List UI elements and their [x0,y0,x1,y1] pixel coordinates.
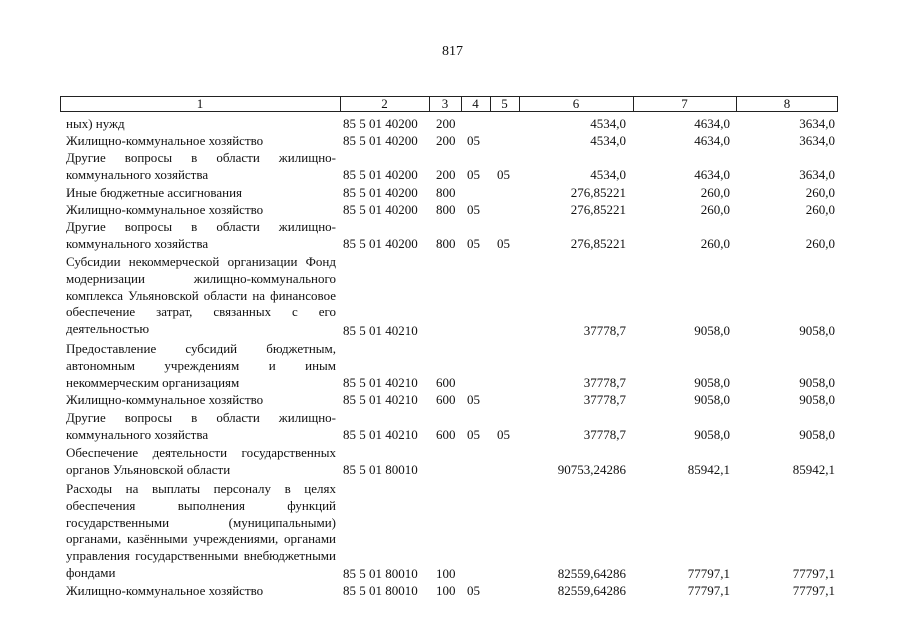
row-value-7: 260,0 [700,202,730,217]
row-col4: 05 [467,392,480,407]
row-value-8: 9058,0 [799,392,835,407]
row-name: Предоставление субсидий бюджетным, автономным учреждениям и иным некоммерческим организациям [66,341,336,390]
row-code: 85 5 01 40200 [343,116,418,131]
row-value-8: 3634,0 [799,116,835,131]
header-col-3: 3 [441,96,449,111]
row-col3: 800 [436,236,456,251]
row-value-8: 9058,0 [799,427,835,442]
row-value-8: 3634,0 [799,167,835,182]
row-value-6: 276,85221 [570,236,626,251]
row-value-7: 77797,1 [687,583,730,598]
row-value-7: 9058,0 [694,375,730,390]
row-code: 85 5 01 80010 [343,566,418,581]
row-value-7: 4634,0 [694,116,730,131]
row-col3: 600 [436,427,456,442]
row-value-7: 4634,0 [694,133,730,148]
header-col-8: 8 [783,96,791,111]
row-value-8: 9058,0 [799,323,835,338]
row-value-8: 260,0 [805,236,835,251]
row-col5: 05 [497,427,510,442]
row-value-6: 4534,0 [590,167,626,182]
row-value-6: 276,85221 [570,202,626,217]
row-code: 85 5 01 40200 [343,185,418,200]
row-value-6: 37778,7 [583,323,626,338]
row-name: Субсидии некоммерческой организации Фонд модернизации жилищно-коммунального комплекса Ульяновской области на финансовое обеспечение затрат, связанных с его деятельностью [66,254,336,337]
row-value-7: 9058,0 [694,323,730,338]
row-col5: 05 [497,236,510,251]
row-value-6: 4534,0 [590,133,626,148]
header-col-5: 5 [501,96,508,111]
row-name: Расходы на выплаты персоналу в целях обеспечения выполнения функций государственными (муниципальными) органами, казёнными учреждениями, органами управления государственными внебюджетными фондами [66,481,336,580]
row-name: Жилищно-коммунальное хозяйство [66,583,264,598]
row-value-7: 9058,0 [694,392,730,407]
row-code: 85 5 01 40200 [343,236,418,251]
row-name: Жилищно-коммунальное хозяйство [66,202,264,217]
row-value-8: 260,0 [805,202,835,217]
row-value-6: 90753,24286 [557,462,626,477]
row-code: 85 5 01 40200 [343,202,418,217]
row-value-7: 260,0 [700,185,730,200]
row-col3: 200 [436,116,456,131]
row-code: 85 5 01 40210 [343,375,418,390]
row-value-8: 3634,0 [799,133,835,148]
row-value-7: 260,0 [700,236,730,251]
row-value-6: 37778,7 [583,427,626,442]
row-col4: 05 [467,236,480,251]
row-name: ных) нужд [66,116,125,131]
row-col3: 200 [436,133,456,148]
row-value-6: 4534,0 [590,116,626,131]
row-value-8: 85942,1 [792,462,835,477]
row-col4: 05 [467,583,480,598]
row-value-8: 260,0 [805,185,835,200]
row-col3: 600 [436,392,456,407]
row-col3: 200 [436,167,456,182]
row-code: 85 5 01 40210 [343,392,418,407]
row-col3: 600 [436,375,456,390]
header-col-7: 7 [681,96,688,111]
row-value-7: 85942,1 [687,462,730,477]
row-col3: 800 [436,185,456,200]
header-col-6: 6 [572,96,580,111]
row-col4: 05 [467,133,480,148]
row-value-8: 77797,1 [792,583,835,598]
row-name: Иные бюджетные ассигнования [66,185,243,200]
row-col3: 100 [436,566,456,581]
header-col-2: 2 [381,96,388,111]
row-value-6: 82559,64286 [557,566,626,581]
row-code: 85 5 01 40210 [343,323,418,338]
row-name: Обеспечение деятельности государственных органов Ульяновской области [66,445,336,477]
row-value-7: 77797,1 [687,566,730,581]
row-code: 85 5 01 80010 [343,462,418,477]
row-value-8: 77797,1 [792,566,835,581]
row-name: Другие вопросы в области жилищно-коммунального хозяйства [66,219,336,251]
row-code: 85 5 01 80010 [343,583,418,598]
row-value-6: 37778,7 [583,392,626,407]
row-code: 85 5 01 40200 [343,167,418,182]
row-value-7: 4634,0 [694,167,730,182]
header-col-4: 4 [472,96,479,111]
row-value-6: 276,85221 [570,185,626,200]
row-name: Другие вопросы в области жилищно-коммунального хозяйства [66,150,336,182]
row-code: 85 5 01 40210 [343,427,418,442]
row-col4: 05 [467,202,480,217]
row-col5: 05 [497,167,510,182]
row-value-6: 37778,7 [583,375,626,390]
row-value-6: 82559,64286 [557,583,626,598]
row-code: 85 5 01 40200 [343,133,418,148]
row-value-8: 9058,0 [799,375,835,390]
row-name: Другие вопросы в области жилищно-коммунального хозяйства [66,410,336,442]
row-value-7: 9058,0 [694,427,730,442]
row-col4: 05 [467,167,480,182]
row-col3: 100 [436,583,456,598]
row-col4: 05 [467,427,480,442]
row-name: Жилищно-коммунальное хозяйство [66,133,264,148]
row-col3: 800 [436,202,456,217]
header-col-1: 1 [196,96,204,111]
row-name: Жилищно-коммунальное хозяйство [66,392,264,407]
page-number: 817 [442,44,463,59]
